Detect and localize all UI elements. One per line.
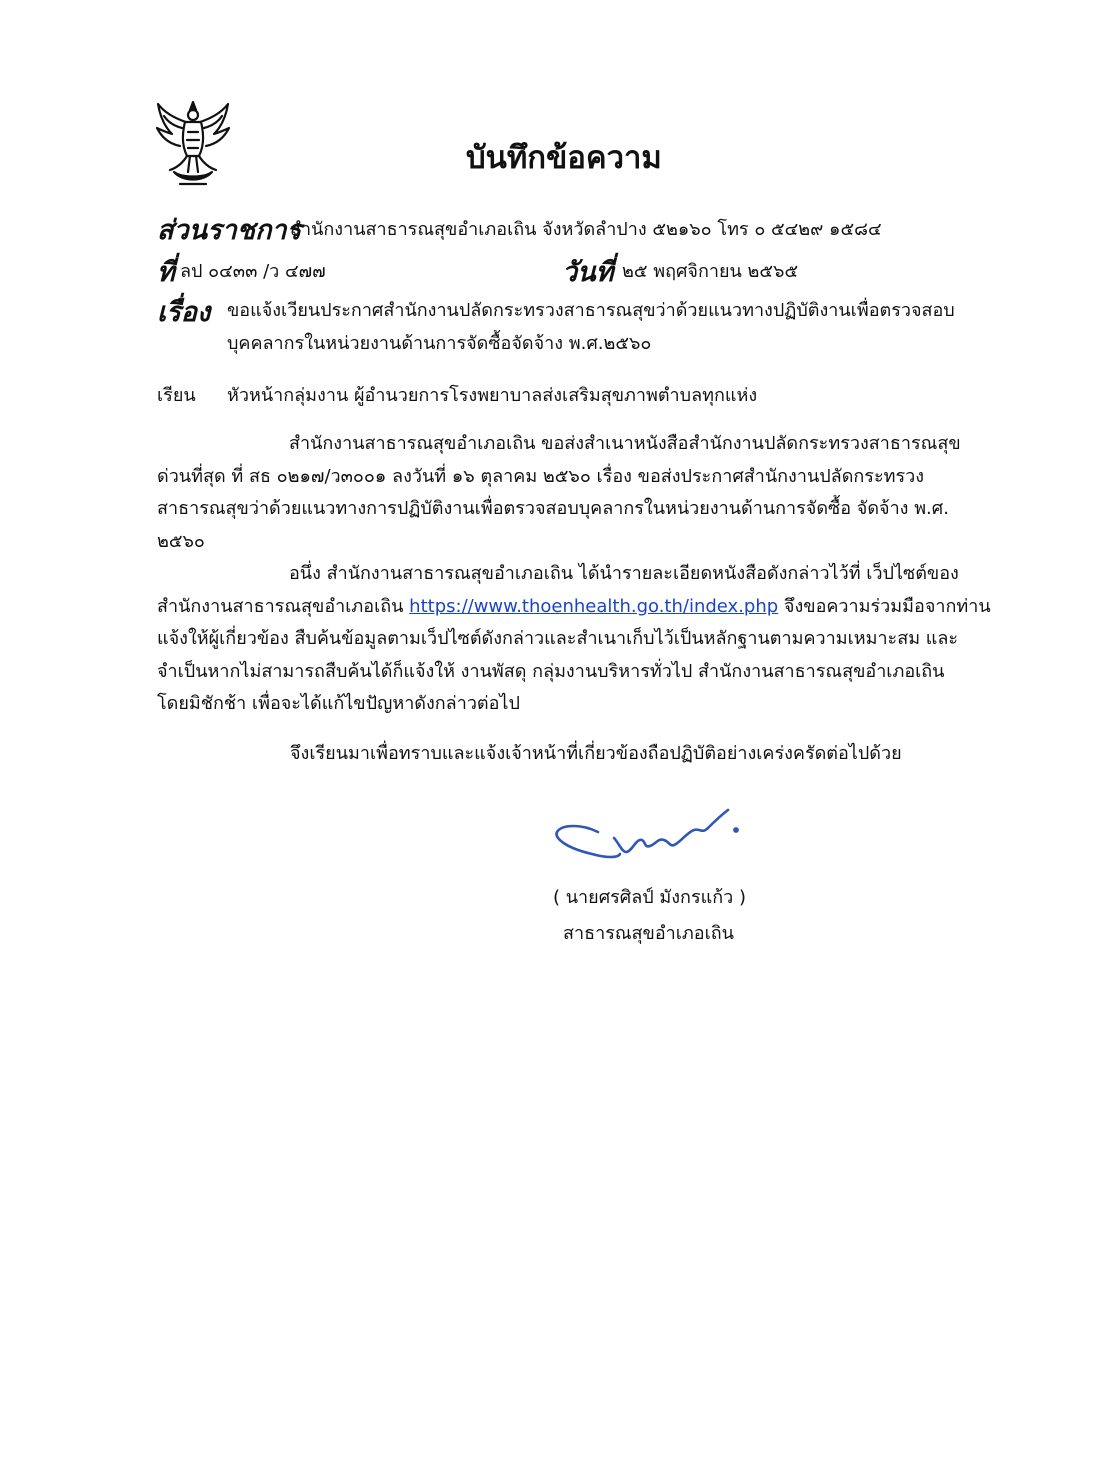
paragraph-line: ๒๕๖๐ xyxy=(157,530,205,552)
paragraph-line: จำเป็นหากไม่สามารถสืบค้นได้ก็แจ้งให้ งานพัสดุ กลุ่มงานบริหารทั่วไป สำนักงานสาธารณสุขอำเภอเถิน xyxy=(157,660,945,682)
document-title: บันทึกข้อความ xyxy=(466,140,662,176)
paragraph-line: ด่วนที่สุด ที่ สธ ๐๒๑๗/ว๓๐๐๑ ลงวันที่ ๑๖ ตุลาคม ๒๕๖๐ เรื่อง ขอส่งประกาศสำนักงานปลัดกระทรวง xyxy=(157,465,925,487)
subject-line: บุคคลากรในหน่วยงานด้านการจัดซื้อจัดจ้าง พ.ศ.๒๕๖๐ xyxy=(227,333,652,354)
salutation-label: เรียน xyxy=(157,385,196,406)
subject-line: ขอแจ้งเวียนประกาศสำนักงานปลัดกระทรวงสาธารณสุขว่าด้วยแนวทางปฏิบัติงานเพื่อตรวจสอบ xyxy=(227,300,955,321)
paragraph-line: สาธารณสุขว่าด้วยแนวทางการปฏิบัติงานเพื่อตรวจสอบบุคลากรในหน่วยงานด้านการจัดซื้อ จัดจ้าง พ.ศ. xyxy=(157,498,949,519)
website-link[interactable]: https://www.thoenhealth.go.th/index.php xyxy=(409,595,779,617)
signature-icon xyxy=(552,808,742,864)
paragraph-line: สำนักงานสาธารณสุขอำเภอเถิน ขอส่งสำเนาหนังสือสำนักงานปลัดกระทรวงสาธารณสุข xyxy=(289,433,961,454)
salutation-value: หัวหน้ากลุ่มงาน ผู้อำนวยการโรงพยาบาลส่งเสริมสุขภาพตำบลทุกแห่ง xyxy=(227,385,758,406)
date-value: ๒๕ พฤศจิกายน ๒๕๖๕ xyxy=(622,261,799,282)
reference-value: ลป ๐๔๓๓ /ว ๔๗๗ xyxy=(180,261,326,282)
paragraph-line: โดยมิชักช้า เพื่อจะได้แก้ไขปัญหาดังกล่าวต่อไป xyxy=(157,693,520,714)
reference-label: ที่ xyxy=(157,257,175,288)
subject-label: เรื่อง xyxy=(157,297,211,328)
paragraph-line xyxy=(157,591,1003,624)
signatory-position: สาธารณสุขอำเภอเถิน xyxy=(563,923,734,944)
body-paragraph-1 xyxy=(157,428,1003,558)
signatory-name: ( นายศรศิลป์ มังกรแก้ว ) xyxy=(553,887,746,908)
paragraph-line: อนึ่ง สำนักงานสาธารณสุขอำเภอเถิน ได้นำรายละเอียดหนังสือดังกล่าวไว้ที่ เว็ปไซต์ของ xyxy=(289,563,959,584)
paragraph-text: จึงขอความร่วมมือจากท่าน xyxy=(778,595,991,617)
paragraph-line: แจ้งให้ผู้เกี่ยวข้อง สืบค้นข้อมูลตามเว็ปไซต์ดังกล่าวและสำเนาเก็บไว้เป็นหลักฐานตามความเหมาะสม และ xyxy=(157,628,959,649)
body-paragraph-2 xyxy=(157,558,1003,721)
paragraph-text: สำนักงานสาธารณสุขอำเภอเถิน xyxy=(157,595,410,617)
closing-line: จึงเรียนมาเพื่อทราบและแจ้งเจ้าหน้าที่เกี่ยวข้องถือปฏิบัติอย่างเคร่งครัดต่อไปด้วย xyxy=(290,743,902,764)
garuda-emblem-icon xyxy=(152,98,234,188)
department-label: ส่วนราชการ xyxy=(157,215,302,246)
department-value: สำนักงานสาธารณสุขอำเภอเถิน จังหวัดลำปาง ๕๒๑๖๐ โทร ๐ ๕๔๒๙ ๑๕๘๔ xyxy=(290,219,882,240)
date-label: วันที่ xyxy=(562,257,614,288)
